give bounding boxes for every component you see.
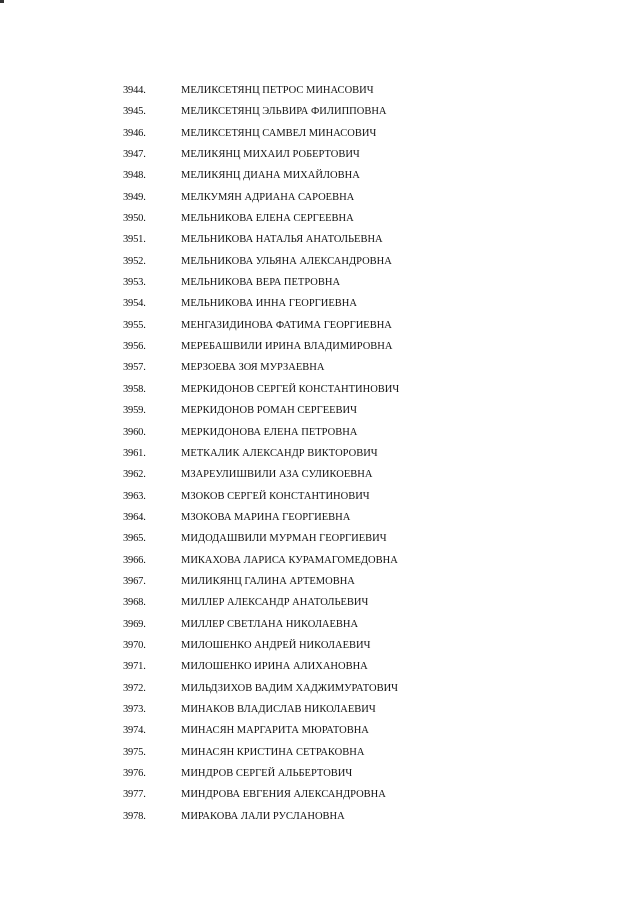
entry-number: 3976. [123,768,146,779]
list-item [0,165,640,186]
list-item [0,315,640,336]
entry-name: МЕЛИКСЕТЯНЦ САМВЕЛ МИНАСОВИЧ [181,127,377,139]
entry-name: МЕЛКУМЯН АДРИАНА САРОЕВНА [181,191,355,203]
list-item [0,507,640,528]
entry-name: МЕЛИКСЕТЯНЦ ЭЛЬВИРА ФИЛИППОВНА [181,106,387,118]
list-item [0,208,640,229]
entry-name: МИНАКОВ ВЛАДИСЛАВ НИКОЛАЕВИЧ [181,703,376,715]
list-item [0,101,640,122]
entry-name: МИЛИКЯНЦ ГАЛИНА АРТЕМОВНА [181,575,355,587]
list-item [0,144,640,165]
entry-number: 3959. [123,405,146,417]
list-item [0,272,640,293]
list-item [0,763,640,784]
entry-number: 3968. [123,597,146,609]
list-item [0,422,640,443]
entry-number: 3970. [123,639,146,651]
list-item [0,486,640,507]
entry-name: МЕЛЬНИКОВА ВЕРА ПЕТРОВНА [181,277,341,289]
list-item [0,592,640,613]
entry-name: МЕНГАЗИДИНОВА ФАТИМА ГЕОРГИЕВНА [181,319,392,331]
entry-name: МЕЛЬНИКОВА ЕЛЕНА СЕРГЕЕВНА [181,213,354,225]
list-item [0,293,640,314]
entry-name: МИЛЛЕР АЛЕКСАНДР АНАТОЛЬЕВИЧ [181,597,369,609]
entry-name: МЗОКОВ СЕРГЕЙ КОНСТАНТИНОВИЧ [181,490,370,502]
list-item [0,635,640,656]
list-item [0,336,640,357]
entry-number: 3954. [123,298,146,310]
entry-name: МЕРКИДОНОВА ЕЛЕНА ПЕТРОВНА [181,426,358,438]
entry-number: 3945. [123,106,146,118]
list-item [0,528,640,549]
list-item [0,357,640,378]
entry-name: МИНАСЯН МАРГАРИТА МЮРАТОВНА [181,725,369,737]
entry-name: МИЛЬДЗИХОВ ВАДИМ ХАДЖИМУРАТОВИЧ [181,682,398,694]
entry-number: 3961. [123,447,146,459]
entry-name: МИНАСЯН КРИСТИНА СЕТРАКОВНА [181,746,365,758]
entry-name: МИЛОШЕНКО ИРИНА АЛИХАНОВНА [181,661,368,673]
list-item [0,464,640,485]
entry-number: 3957. [123,362,146,374]
list-item [0,742,640,763]
entry-name: МЕРКИДОНОВ СЕРГЕЙ КОНСТАНТИНОВИЧ [181,383,400,395]
entry-number: 3971. [123,661,146,673]
list-item [0,550,640,571]
entry-number: 3958. [123,383,146,395]
entry-name: МИНДРОВ СЕРГЕЙ АЛЬБЕРТОВИЧ [181,768,353,779]
entry-number: 3960. [123,426,146,438]
entry-name: МИЛЛЕР СВЕТЛАНА НИКОЛАЕВНА [181,618,359,630]
entry-number: 3967. [123,575,146,587]
list-item [0,229,640,250]
name-list [0,80,640,827]
list-item [0,123,640,144]
entry-name: МЕРКИДОНОВ РОМАН СЕРГЕЕВИЧ [181,405,357,417]
entry-number: 3963. [123,490,146,502]
entry-number: 3974. [123,725,146,737]
entry-name: МИКАХОВА ЛАРИСА КУРАМАГОМЕДОВНА [181,554,398,566]
list-item [0,656,640,677]
entry-number: 3956. [123,341,146,353]
entry-name: МИЛОШЕНКО АНДРЕЙ НИКОЛАЕВИЧ [181,639,371,651]
scan-corner-mark [0,0,4,3]
list-item [0,80,640,101]
list-item [0,443,640,464]
list-item [0,400,640,421]
entry-name: МЕЛЬНИКОВА УЛЬЯНА АЛЕКСАНДРОВНА [181,255,392,267]
entry-name: МЕРЗОЕВА ЗОЯ МУРЗАЕВНА [181,362,325,374]
entry-number: 3951. [123,234,146,246]
entry-name: МЗАРЕУЛИШВИЛИ АЗА СУЛИКОЕВНА [181,469,373,481]
entry-number: 3973. [123,703,146,715]
entry-name: МЕРЕБАШВИЛИ ИРИНА ВЛАДИМИРОВНА [181,341,393,353]
entry-number: 3955. [123,319,146,331]
list-item [0,720,640,741]
entry-number: 3947. [123,149,146,161]
entry-number: 3978. [123,810,146,822]
list-item [0,251,640,272]
entry-number: 3952. [123,255,146,267]
entry-number: 3975. [123,746,146,758]
entry-number: 3965. [123,533,146,545]
entry-number: 3966. [123,554,146,566]
entry-number: 3953. [123,277,146,289]
entry-number: 3948. [123,170,146,182]
entry-name: МИРАКОВА ЛАЛИ РУСЛАНОВНА [181,810,345,822]
list-item [0,678,640,699]
list-item [0,699,640,720]
entry-name: МЕЛИКЯНЦ МИХАИЛ РОБЕРТОВИЧ [181,149,360,161]
entry-name: МЕЛИКЯНЦ ДИАНА МИХАЙЛОВНА [181,170,360,182]
entry-number: 3972. [123,682,146,694]
entry-name: МИДОДАШВИЛИ МУРМАН ГЕОРГИЕВИЧ [181,533,387,545]
list-item [0,784,640,805]
entry-number: 3946. [123,127,146,139]
entry-name: МИНДРОВА ЕВГЕНИЯ АЛЕКСАНДРОВНА [181,789,386,801]
entry-number: 3944. [123,85,146,96]
entry-number: 3969. [123,618,146,630]
entry-number: 3964. [123,511,146,523]
entry-name: МЕТКАЛИК АЛЕКСАНДР ВИКТОРОВИЧ [181,447,378,459]
entry-name: МЕЛЬНИКОВА НАТАЛЬЯ АНАТОЛЬЕВНА [181,234,383,246]
entry-name: МЕЛЬНИКОВА ИННА ГЕОРГИЕВНА [181,298,357,310]
entry-number: 3977. [123,789,146,801]
entry-number: 3962. [123,469,146,481]
entry-name: МЕЛИКСЕТЯНЦ ПЕТРОС МИНАСОВИЧ [181,85,374,96]
list-item [0,806,640,827]
list-item [0,379,640,400]
entry-name: МЗОКОВА МАРИНА ГЕОРГИЕВНА [181,511,351,523]
entry-number: 3949. [123,191,146,203]
list-item [0,571,640,592]
entry-number: 3950. [123,213,146,225]
list-item [0,187,640,208]
list-item [0,614,640,635]
